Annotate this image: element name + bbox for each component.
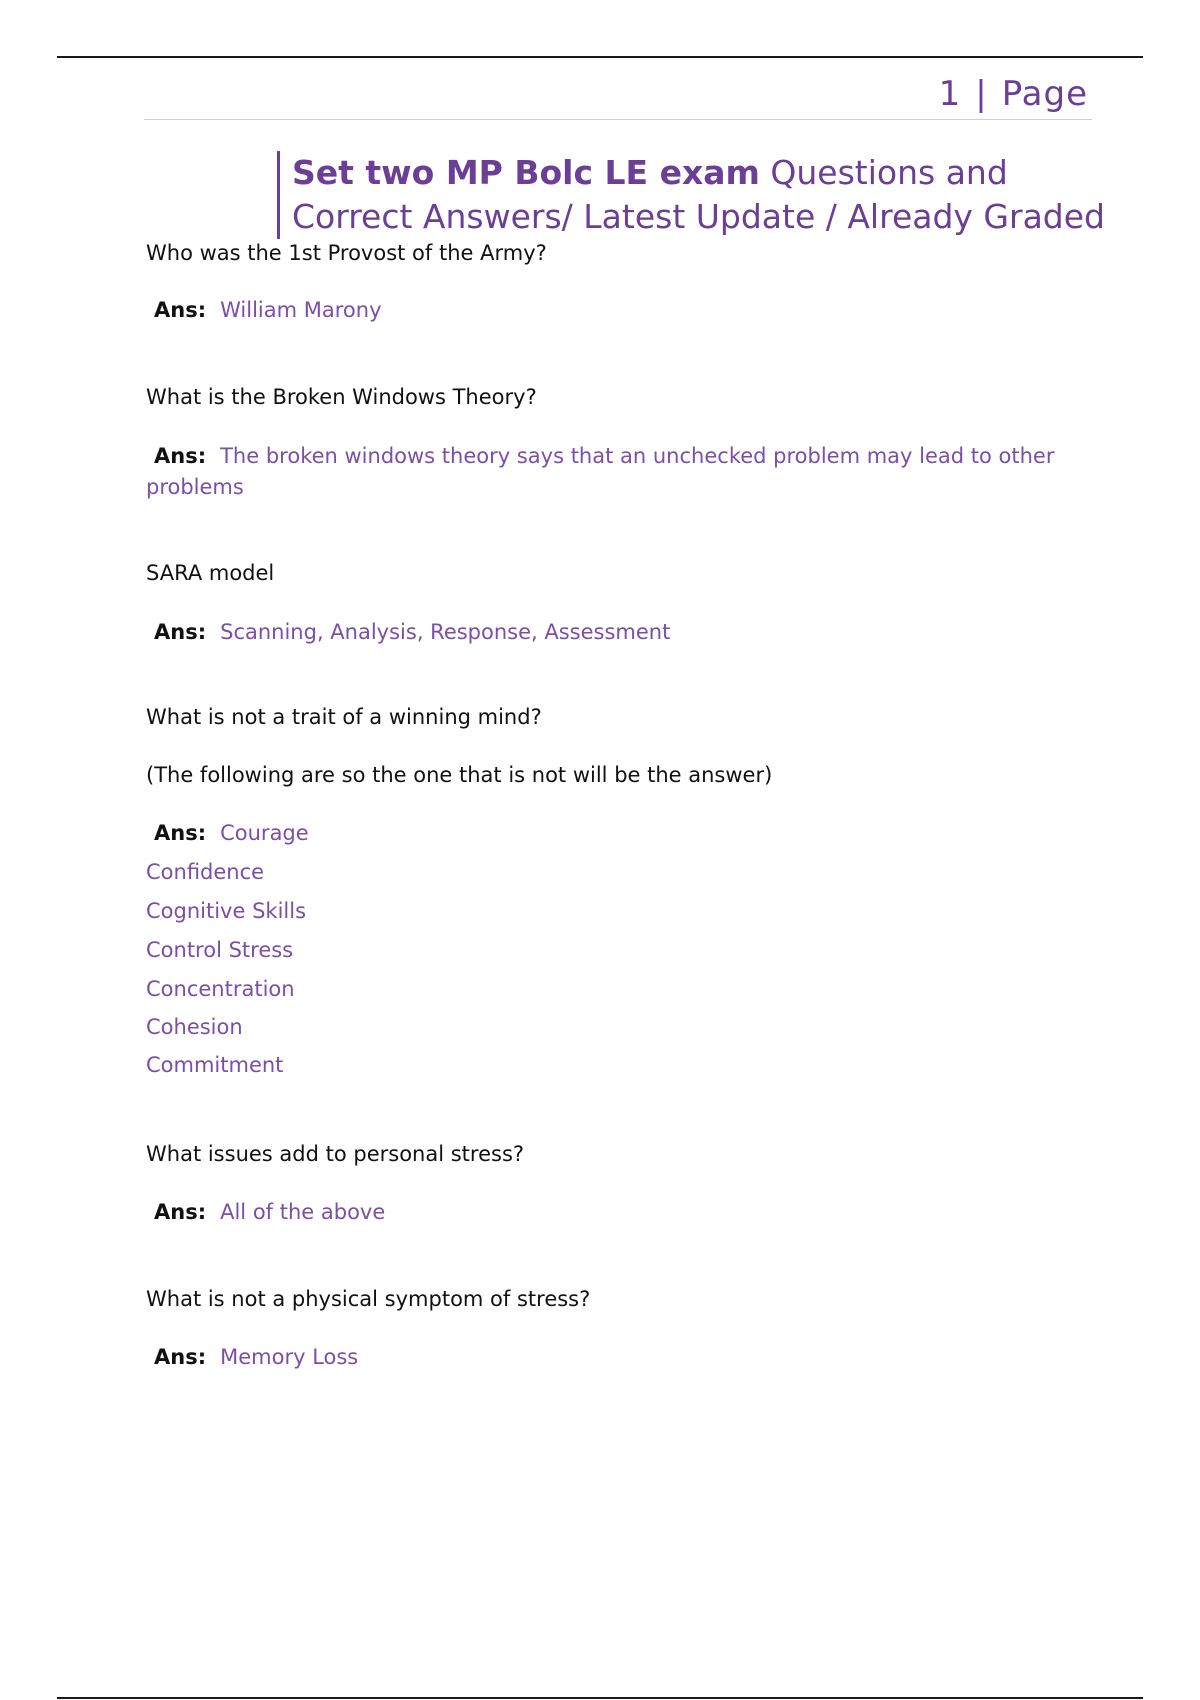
- answer-label: Ans:: [154, 821, 207, 845]
- option-item: Commitment: [146, 1053, 284, 1077]
- bottom-border-line: [57, 1697, 1143, 1699]
- header-divider: [144, 119, 1092, 120]
- answer-3: [154, 617, 670, 648]
- answer-5: [154, 1197, 385, 1228]
- page-number: 1: [938, 74, 962, 114]
- question-1: Who was the 1st Provost of the Army?: [146, 241, 547, 265]
- top-border-line: [57, 56, 1143, 58]
- answer-label: Ans:: [154, 620, 207, 644]
- answer-text: Scanning, Analysis, Response, Assessment: [220, 620, 671, 644]
- question-6: What is not a physical symptom of stress?: [146, 1287, 591, 1311]
- answer-1: [154, 295, 382, 326]
- page-separator: |: [975, 74, 988, 114]
- answer-label: Ans:: [154, 298, 207, 322]
- answer-label: Ans:: [154, 444, 207, 468]
- answer-2: [146, 441, 1076, 503]
- answer-text: William Marony: [220, 298, 382, 322]
- answer-text: Memory Loss: [220, 1345, 359, 1369]
- document-title: [277, 151, 1112, 239]
- question-2: What is the Broken Windows Theory?: [146, 385, 537, 409]
- page-label: Page: [1001, 74, 1088, 114]
- option-item: Concentration: [146, 977, 295, 1001]
- answer-4: [154, 818, 309, 849]
- answer-text: Courage: [220, 821, 309, 845]
- question-3: SARA model: [146, 561, 275, 585]
- option-item: Confidence: [146, 860, 265, 884]
- option-item: Cognitive Skills: [146, 899, 307, 923]
- question-4-note: (The following are so the one that is not will be the answer): [146, 763, 773, 787]
- title-rest: Questions and Correct Answers/ Latest Update / Already Graded: [292, 153, 1105, 236]
- option-item: Cohesion: [146, 1015, 243, 1039]
- title-bold: Set two MP Bolc LE exam: [292, 153, 760, 192]
- answer-6: [154, 1342, 358, 1373]
- question-5: What issues add to personal stress?: [146, 1142, 525, 1166]
- answer-label: Ans:: [154, 1345, 207, 1369]
- answer-label: Ans:: [154, 1200, 207, 1224]
- page-number-header: [939, 74, 1088, 114]
- option-item: Control Stress: [146, 938, 294, 962]
- answer-text: The broken windows theory says that an unchecked problem may lead to other problems: [146, 444, 1055, 499]
- question-4: What is not a trait of a winning mind?: [146, 705, 542, 729]
- answer-text: All of the above: [220, 1200, 386, 1224]
